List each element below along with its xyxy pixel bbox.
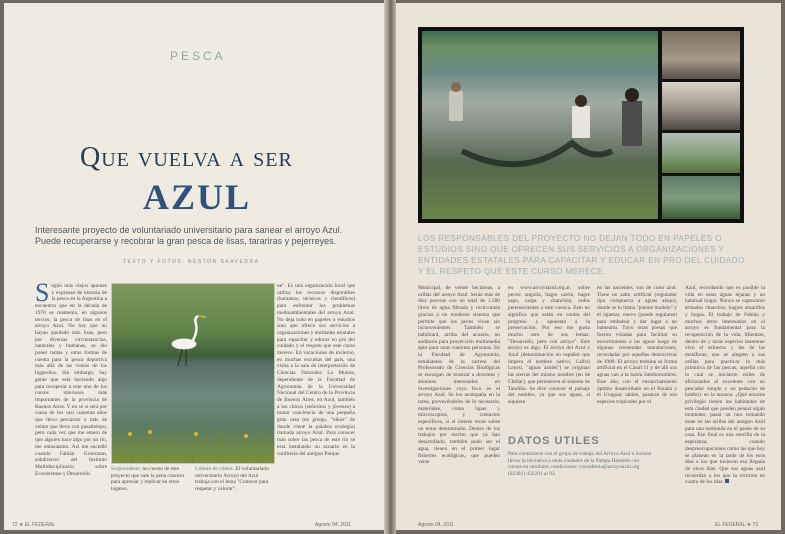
right-col4-text: Azul, recordando que es posible la vida en estas aguas lejanas y un habitual hogar. Nunca se capturaron armados chanchos, bagres amarillos y bogas. El trabajo de Fabián y muchos otros interesados en el arroyo es fundamental para la recuperación de la vida. Mientras, dentro de y otras especies mantener vivo el esfuerzo y las de las metáforas; que se alegren a sus orillas para practicar la más primitiva de las pescas, aquella con la cual se iniciaron miles de aficionados al excelente con un pescador simple y un pedacito de lombriz en la tarnaca. ¿Qué enorme privilegio tienen los habitantes de esta ciudad que pueden pensar algún momento, pasar un rato tomando mate en las orillas del antiguo Azul para una merienda en el paseo de su casa. Ese final es una sencilla de la esperanza, cuando despreocupaciones como las que hoy se planean en la tarde de los esos días a los que tuvieron esa llegada de otros días. Que sus aguas azul recuerdan a los que la recorren en cuatro de los días: [685, 285, 765, 486]
right-body-column-4: [685, 285, 765, 497]
caption-left-text: no cuesto de este proyecto que vale la pena conocer para apreciar y replicar en otros lugares.: [111, 466, 185, 493]
caption-right: [195, 466, 273, 498]
thumb-photo-2: [662, 82, 740, 130]
section-label: PESCA: [170, 49, 226, 63]
byline: TEXTO Y FOTOS: NÉSTOR SAAVEDRA: [123, 259, 260, 265]
page-gutter: [384, 0, 396, 534]
thumb-photo-1: [662, 31, 740, 79]
caption-right-lead: Culture de clubes.: [195, 466, 235, 472]
article-deck: Interesante proyecto de voluntariado universitario para sanear el arroyo Azul. Puede recuperarse y recobrar la gran pesca de lisas, tarariras y pejerreyes.: [35, 225, 343, 246]
caption-left: [111, 466, 189, 498]
thumb-photo-3: [662, 133, 740, 173]
right-date: Agosto 04, 2011: [418, 522, 455, 528]
heron-photo: [111, 283, 275, 464]
end-mark: [725, 479, 729, 483]
right-folio: EL FEDERAL ★ 73: [715, 522, 759, 528]
photo-collage: [418, 27, 744, 223]
heron-illustration: [112, 284, 274, 463]
volunteers-net-photo: [422, 31, 658, 219]
datos-utiles-text: Para contactarse con el grupo de trabajo del Arroyo Azul o incluso llevar la iniciativa a otras ciudades de la Pampa Húmeda con cursos en similares condiciones: consultoria@arroyoazul.org (02281) 433291 al 93.: [508, 451, 652, 478]
left-date: Agosto 04, 2011: [315, 522, 352, 528]
datos-utiles-heading: DATOS UTILES: [508, 435, 600, 447]
headline-line1: Que vuelva a ser: [80, 142, 293, 173]
right-body-column-1: Municipal, de veinte hectáreas, a orillas del arroyo Azul. Serán más de diez peceras con un total de 1.500 litros de agua filtrada y recirculada gracias a un moderno sistema que permite que los peces vivan sin inconvenientes. También se habilitará, arriba del acuario, un auditorio para proyección multimedia apto para unas cuarenta personas. En la Facultad de Agronomía, estudiantes de la carrera del Profesorado de Ciencias Biológicas se encargan de mostrar a docentes y alumnos interesados en investigaciones cuyo foco es el arroyo Azul. Se los acompaña en la tarea, proveyéndoles de lo necesario, materiales, como lupas y microscopios, y contactos específicos, si el interés recae sobre un tema determinado. Dentro de los trabajos por escrito que ya han desarrollado, también pudo ser el agua, tienen en el primer lugar fisheries ecológicas, que pueden verse: [418, 285, 500, 466]
left-body-column-1: [35, 283, 107, 499]
right-body-column-2: en www.arroyoazul.org.ar, sobre peces: anguila, bagre carrín, bagre sapo, carpa y chanchita, todos pertenecientes a este cuenca. Esto no significa que están en contra del progreso y apuestan a la preservación. Por eso me gusta mucho otro de sus lemas: "Desarrollo, pero con arroyo". Este arroyo es algo. El arroyo del Azul o Azul (denominación en español que impera el nombre nativo, Callvú Leuvú, "aguas azules") se originan las sierras del mismo nombre (en de Chillar), que pertenecen al sistema de Tandilia. Se dice conocer el paisaje del nombre, ya que sus aguas, sí siquiera: [508, 285, 590, 405]
pull-quote: LOS RESPONSABLES DEL PROYECTO NO DEJAN TODO EN PAPELES O ESTUDIOS SINO QUE OFRECEN SUS SERVICIOS A ORGANIZACIONES Y ENTIDADES ESTATALES PARA CAPACITAR Y EDUCAR EN PRO DEL CUIDADO Y EL RESPETO QUE ESTE CURSO MERECE.: [418, 234, 745, 276]
left-col1-text: egún más viejos apuntes y expresan de historia de la pesca en la Argentina a encuentro que en la década de 1970 se mantenía, en algunos tercios, la pesca de lisas en el arroyo Azul. No hay que no hayan quedado más lisas, pero por diversas circunstancias, naturales y humanas, se dio poner tantas y otras formas de cuenta para la pesca deportiva más allá de las visitas de los lugareños. Sin embargo, hay gente que está haciendo algo para recuperar a este uno de los cursos interiores más importantes de la provincia de Buenos Aires. Y no sé si será por causa de los casi cuarenta años que llevo pescando o más de veinte que llevo con pasatiempo, pero cada vez que me entero de que alguien hace algo por un río, me entusiasmo. Así me sucedió cuando Fabián Grossman, subdirector del Instituto Multidisciplinario sobre Ecosistemas y Desarrollo: [35, 283, 107, 477]
right-body-column-3: en las nacientes, son de color azul. Tiene un salto artificial (regulador tipo compuerta a aguas abajo), donde se lo llama "puente modelo" y el tajamar, nuevo (puede regularse) para embalsar y dar lugar a un balneario. Tuvo otras presas que fueron voladas para facilitar su escurrimiento a las aguas luego de algunas tremendas inundaciones, recordadas por aquellas destructivas de 1980. El arroyo termina su forma artificial en el Canal 11 y de allí sus aguas van a la bahía Samborombón. Este año, con el ensanchamiento óptimo desarrollado en el Paraná y el Uruguay tabién, pasaron de eso especies tropicales por el: [597, 285, 677, 405]
left-body-column-2: ne". Es una organización local que utiliza los recursos disponibles (humanos, técnicos y científicos) para enfrentar los problemas medioambientales del arroyo Azul. No deja todo en papeles o estudios sino que ofrece sus servicios a organizaciones y entidades estatales para capacitar y educar en pro del cuidado y el respeto que este curso merece. En vacaciones de invierno, en muchas escuelas del país, una visita a la sala de interpretación de Ciencias Naturales La Muleta, dependiente de la Facultad de Agronomía de la Universidad Nacional del Centro de la Provincia de Buenos Aires, en Azul, también a los chicos (señoritos y jóvenes) a tomar conciencia de una pequeña gran casa (en griego, "oikos" de donde viene la palabra ecología) llamada arroyo Azul. Para conocer más sobre las pesca de este río se está instalando un acuario en la confitería del antiguo Parque: [277, 283, 355, 457]
left-folio: 72 ★ EL FEDERAL: [12, 522, 56, 528]
headline-line2: AZUL: [143, 177, 252, 217]
volunteers-illustration: [422, 31, 658, 219]
drop-cap: S: [35, 283, 50, 307]
thumb-photo-4: [662, 176, 740, 219]
caption-right-text: El voluntariado universitario Arroyo del Azul trabaja con el lema "Conocer para respetar y valorar".: [195, 466, 269, 493]
caption-left-lead: Sorprendente,: [111, 466, 142, 472]
